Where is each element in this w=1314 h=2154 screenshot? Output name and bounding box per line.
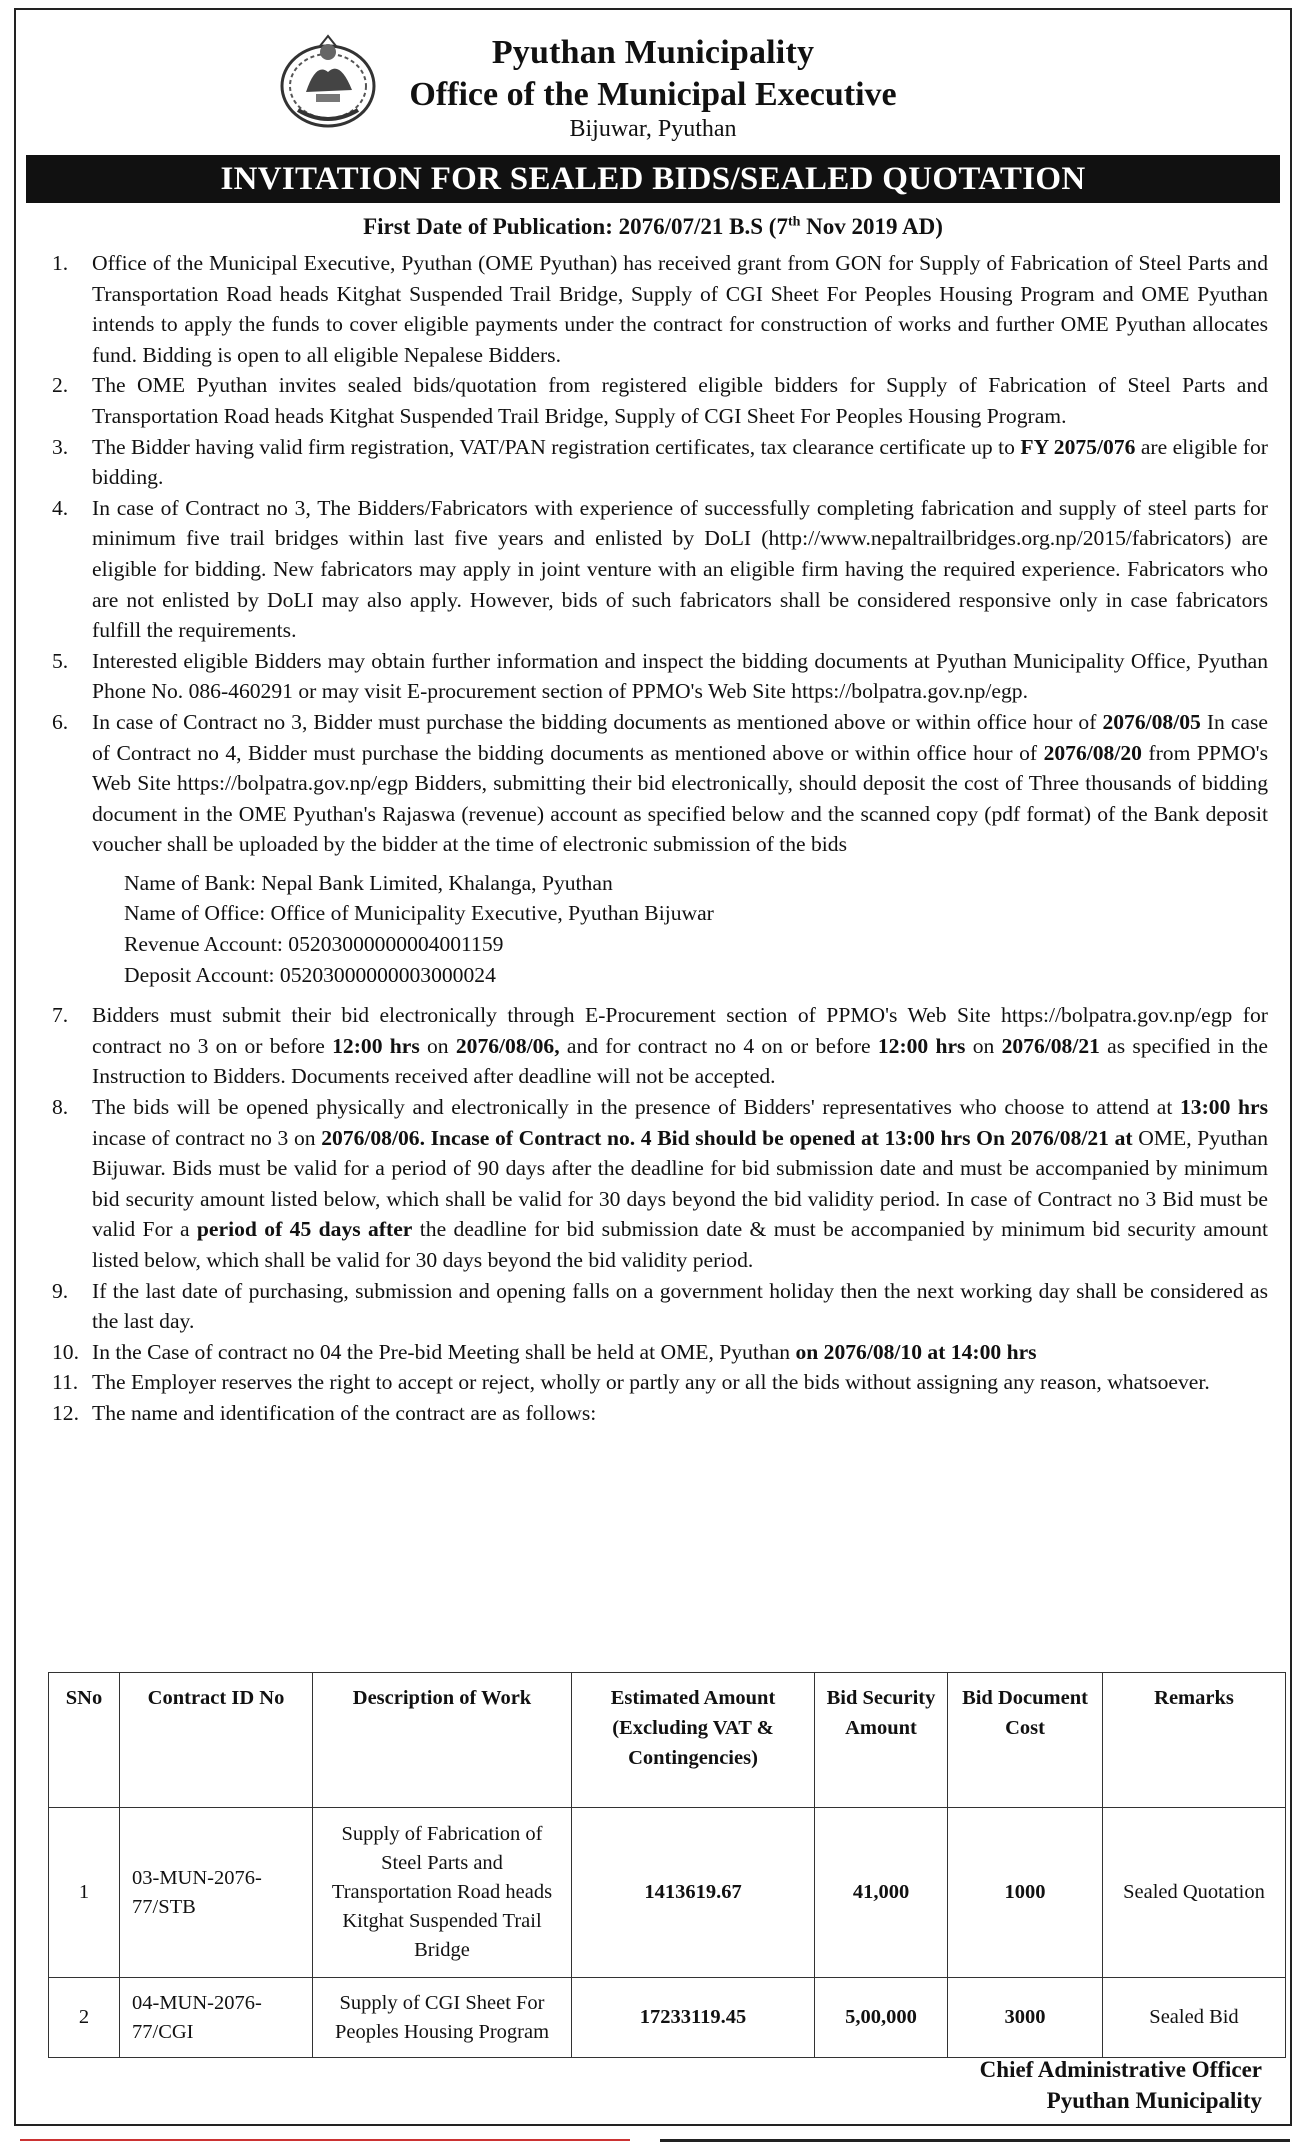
publication-date [16,214,1290,240]
office-location: Bijuwar, Pyuthan [569,116,737,142]
clause-number: 5. [52,648,69,673]
clause-item [34,646,1268,707]
clause-number: 11. [52,1370,79,1395]
clause-bold-text: FY 2075/076 [1020,434,1136,459]
cell-document-cost: 3000 [948,1978,1103,2058]
clause-bold-text: 2076/08/06. Incase of Contract no. 4 Bid should be opened at 13:00 hrs On 2076/08/21 at [321,1125,1133,1150]
column-header: Estimated Amount (Excluding VAT & Contingencies) [572,1673,815,1808]
clause-text: Bidders must submit their bid electronically through E-Procurement section of PPMO's Web Site https://bolpatra.gov.np/egp for contract no 3 on or before [92,1003,1268,1058]
column-header: Remarks [1103,1673,1286,1808]
contract-table [48,1672,1286,2058]
clause-text: In case of Contract no 3, Bidder must purchase the bidding documents as mentioned above or within office hour of [92,709,1103,734]
clause-text: from PPMO's Web Site https://bolpatra.gov.np/egp Bidders, submitting their bid electronically, should deposit the cost of Three thousands of bidding document in the OME Pyuthan's Rajaswa (revenue) account as specified below and the scanned copy (pdf format) of the Bank deposit voucher shall be uploaded by the bidder at the time of electronic submission of the bids [92,740,1268,857]
bank-details [34,868,1268,990]
notice-header [16,10,1290,142]
clause-text: The OME Pyuthan invites sealed bids/quotation from registered eligible bidders for Supply of Fabrication of Steel Parts and Transportation Road heads Kitghat Suspended Trail Bridge, Supply of CGI Sheet For Peoples Housing Program. [92,373,1268,428]
clause-text: are eligible for bidding. [92,434,1268,490]
clause-number: 7. [52,1003,69,1028]
column-header: Description of Work [313,1673,572,1808]
table-header-row [49,1673,1286,1808]
signatory-organization: Pyuthan Municipality [1046,2088,1262,2113]
cell-sno: 1 [49,1808,120,1978]
bank-name: Name of Bank: Nepal Bank Limited, Khalanga, Pyuthan [124,870,613,895]
clause-text: If the last date of purchasing, submission and opening falls on a government holiday then the next working day shall be considered as the last day. [92,1278,1268,1334]
cell-description: Supply of CGI Sheet For Peoples Housing Program [313,1978,572,2058]
signatory-title: Chief Administrative Officer [979,2057,1262,2082]
clause-bold-text: 2076/08/20 [1043,740,1142,765]
signature-block [980,2054,1262,2116]
clause-text: OME, Pyuthan Bijuwar. Bids must be valid for a period of 90 days after the deadline for bid submission date and must be accompanied by minimum bid security amount listed below, which shall be valid for 30 days beyond the bid validity period. In case of Contract no 3 Bid must be valid For a [92,1125,1269,1242]
cell-bid-security: 5,00,000 [815,1978,948,2058]
bank-office-name: Name of Office: Office of Municipality Executive, Pyuthan Bijuwar [124,901,714,926]
cell-contract-id: 03-MUN-2076-77/STB [120,1808,313,1978]
cell-estimated-amount: 17233119.45 [572,1978,815,2058]
clause-bold-text: 12:00 hrs [332,1033,420,1058]
column-header: SNo [49,1673,120,1808]
clause-number: 4. [52,495,69,520]
clause-item [34,248,1268,370]
clause-item [34,1398,1268,1429]
clause-number: 10. [52,1339,79,1364]
clause-number: 6. [52,709,69,734]
clause-item [34,1092,1268,1276]
cell-document-cost: 1000 [948,1808,1103,1978]
revenue-account: Revenue Account: 05203000000004001159 [124,932,504,957]
notice-title-banner: INVITATION FOR SEALED BIDS/SEALED QUOTATION [26,155,1280,203]
clause-item [34,432,1268,493]
clause-bold-text: on 2076/08/10 at 14:00 hrs [795,1339,1037,1364]
clause-number: 8. [52,1095,69,1120]
clause-text: Interested eligible Bidders may obtain further information and inspect the bidding documents at Pyuthan Municipality Office, Pyuthan Phone No. 086-460291 or may visit E-procurement section of PPMO's Web Site https://bolpatra.gov.np/egp. [92,648,1268,704]
table-row [49,1808,1286,1978]
clause-text: and for contract no 4 on or before [559,1033,878,1058]
publication-date-suffix: Nov 2019 AD) [800,214,943,239]
publication-date-prefix: First Date of Publication: 2076/07/21 B.S (7 [363,214,788,239]
clause-bold-text: 13:00 hrs [1179,1095,1268,1120]
cell-remarks: Sealed Quotation [1103,1808,1286,1978]
notice-frame [14,8,1292,2126]
adjacent-ad-edge-left [20,2139,630,2153]
organization-name: Pyuthan Municipality [491,34,815,71]
clause-text: The name and identification of the contract are as follows: [92,1400,597,1425]
clause-item [34,1337,1268,1368]
deposit-account: Deposit Account: 05203000000003000024 [124,962,496,987]
clause-text: The Bidder having valid firm registration, VAT/PAN registration certificates, tax clearance certificate up to [92,434,1021,459]
cell-estimated-amount: 1413619.67 [572,1808,815,1978]
clause-text: as specified in the Instruction to Bidders. Documents received after deadline will not be accepted. [92,1033,1269,1089]
clause-list [34,248,1268,1429]
clause-text: In case of Contract no 3, The Bidders/Fabricators with experience of successfully completing fabrication and supply of steel parts for minimum five trail bridges within last five years and enlisted by DoLI (http://www.nepaltrailbridges.org.np/2015/fabricators) are eligible for bidding. New fabricators may apply in joint venture with an eligible firm having the required experience. Fabricators who are not enlisted by DoLI may also apply. However, bids of such fabricators shall be considered responsive only in case fabricators fulfill the requirements. [92,495,1268,643]
clause-bold-text: period of 45 days after [196,1217,413,1242]
clause-bold-text: 2076/08/06, [455,1033,560,1058]
clause-item [34,1000,1268,1092]
clause-text: the deadline for bid submission date & must be accompanied by minimum bid security amount listed below, which shall be valid for 30 days beyond the bid validity period. [92,1217,1268,1272]
column-header: Bid Security Amount [815,1673,948,1808]
clause-text: In case of Contract no 4, Bidder must purchase the bidding documents as mentioned above or within office hour of [92,709,1268,765]
clause-item [34,493,1268,646]
clause-text: Office of the Municipal Executive, Pyuthan (OME Pyuthan) has received grant from GON for Supply of Fabrication of Steel Parts and Transportation Road heads Kitghat Suspended Trail Bridge, Supply of CGI Sheet For Peoples Housing Program and OME Pyuthan intends to apply the funds to cover eligible payments under the contract for construction of works and further OME Pyuthan allocates fund. Bidding is open to all eligible Nepalese Bidders. [92,251,1268,367]
clause-number: 2. [52,373,69,398]
cell-description: Supply of Fabrication of Steel Parts and Transportation Road heads Kitghat Suspended Trail Bridge [313,1808,572,1978]
publication-date-sup: th [787,214,801,230]
clause-text: The Employer reserves the right to accept or reject, wholly or partly any or all the bids without assigning any reason, whatsoever. [92,1370,1210,1395]
clause-text: The bids will be opened physically and electronically in the presence of Bidders' representatives who choose to attend at [92,1095,1180,1120]
clause-text: on [419,1033,456,1058]
clause-text: incase of contract no 3 on [92,1125,322,1150]
clause-number: 3. [52,434,69,459]
cell-remarks: Sealed Bid [1103,1978,1286,2058]
clause-number: 9. [52,1278,69,1303]
clause-item [34,1367,1268,1398]
clause-text: In the Case of contract no 04 the Pre-bid Meeting shall be held at OME, Pyuthan [92,1339,796,1364]
clause-bold-text: 2076/08/05 [1102,709,1201,734]
office-name: Office of the Municipal Executive [409,76,897,113]
clause-item [34,1276,1268,1337]
clause-number: 1. [52,251,69,275]
clause-bold-text: 12:00 hrs [877,1033,966,1058]
column-header: Bid Document Cost [948,1673,1103,1808]
clause-number: 12. [52,1400,79,1425]
adjacent-ad-edge-right [660,2139,1290,2154]
cell-sno: 2 [49,1978,120,2058]
table-row [49,1978,1286,2058]
clause-item [34,707,1268,860]
cell-contract-id: 04-MUN-2076-77/CGI [120,1978,313,2058]
column-header: Contract ID No [120,1673,313,1808]
clause-bold-text: 2076/08/21 [1001,1033,1100,1058]
clause-text: on [965,1033,1002,1058]
clause-item [34,370,1268,431]
cell-bid-security: 41,000 [815,1808,948,1978]
page-bottom-strip [0,2135,1314,2153]
